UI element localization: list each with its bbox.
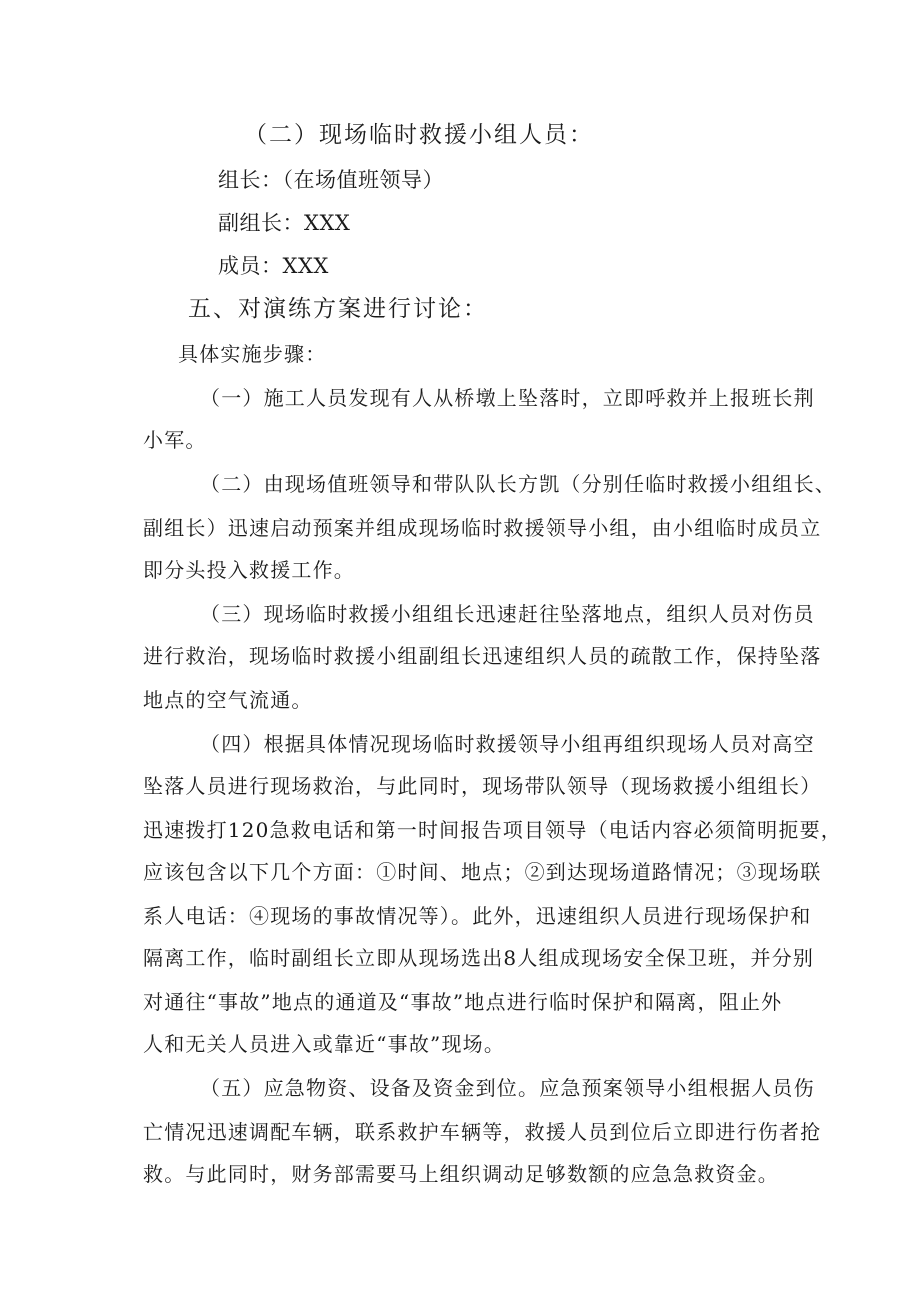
step2-line1: （二）由现场值班领导和带队队长方凯（分别任临时救援小组组长、: [200, 472, 836, 496]
step4-line3: 迅速拨打120急救电话和第一时间报告项目领导（电话内容必须简明扼要，: [143, 818, 842, 842]
members-line: 成员：XXX: [218, 254, 329, 278]
step4-line4: 应该包含以下几个方面：①时间、地点；②到达现场道路情况；③现场联: [143, 860, 822, 884]
step1-line2: 小军。: [143, 428, 207, 452]
step4-line5: 系人电话：④现场的事故情况等）。此外，迅速组织人员进行现场保护和: [143, 904, 812, 928]
step5-line2: 亡情况迅速调配车辆，联系救护车辆等，救援人员到位后立即进行伤者抢: [143, 1120, 822, 1144]
step3-line3: 地点的空气流通。: [143, 688, 313, 712]
step4-line1: （四）根据具体情况现场临时救援领导小组再组织现场人员对高空: [200, 732, 815, 756]
step4-line2: 坠落人员进行现场救治，与此同时，现场带队领导（现场救援小组组长）: [143, 774, 822, 798]
step3-line2: 进行救治，现场临时救援小组副组长迅速组织人员的疏散工作，保持坠落: [143, 644, 822, 668]
step3-line1: （三）现场临时救援小组组长迅速赶往坠落地点，组织人员对伤员: [200, 602, 815, 626]
step2-line2: 副组长）迅速启动预案并组成现场临时救援领导小组，由小组临时成员立: [143, 516, 822, 540]
step5-line1: （五）应急物资、设备及资金到位。应急预案领导小组根据人员伤: [200, 1076, 815, 1100]
steps-intro: 具体实施步骤：: [178, 342, 327, 366]
team-leader-line: 组长：（在场值班领导）: [218, 168, 444, 192]
step4-line8: 人和无关人员进入或靠近“事故”现场。: [143, 1032, 506, 1056]
subsection-title: （二）现场临时救援小组人员：: [244, 122, 594, 148]
step2-line3: 即分头投入救援工作。: [143, 558, 355, 582]
step5-line3: 救。与此同时，财务部需要马上组织调动足够数额的应急急救资金。: [143, 1162, 779, 1186]
step4-line7: 对通往“事故”地点的通道及“事故”地点进行临时保护和隔离，阻止外: [143, 990, 783, 1014]
step1-line1: （一）施工人员发现有人从桥墩上坠落时，立即呼救并上报班长荆: [200, 386, 815, 410]
section-five-title: 五、对演练方案进行讨论：: [188, 296, 488, 322]
step4-line6: 隔离工作，临时副组长立即从现场选出8人组成现场安全保卫班，并分别: [143, 946, 815, 970]
deputy-leader-line: 副组长：XXX: [218, 211, 351, 235]
